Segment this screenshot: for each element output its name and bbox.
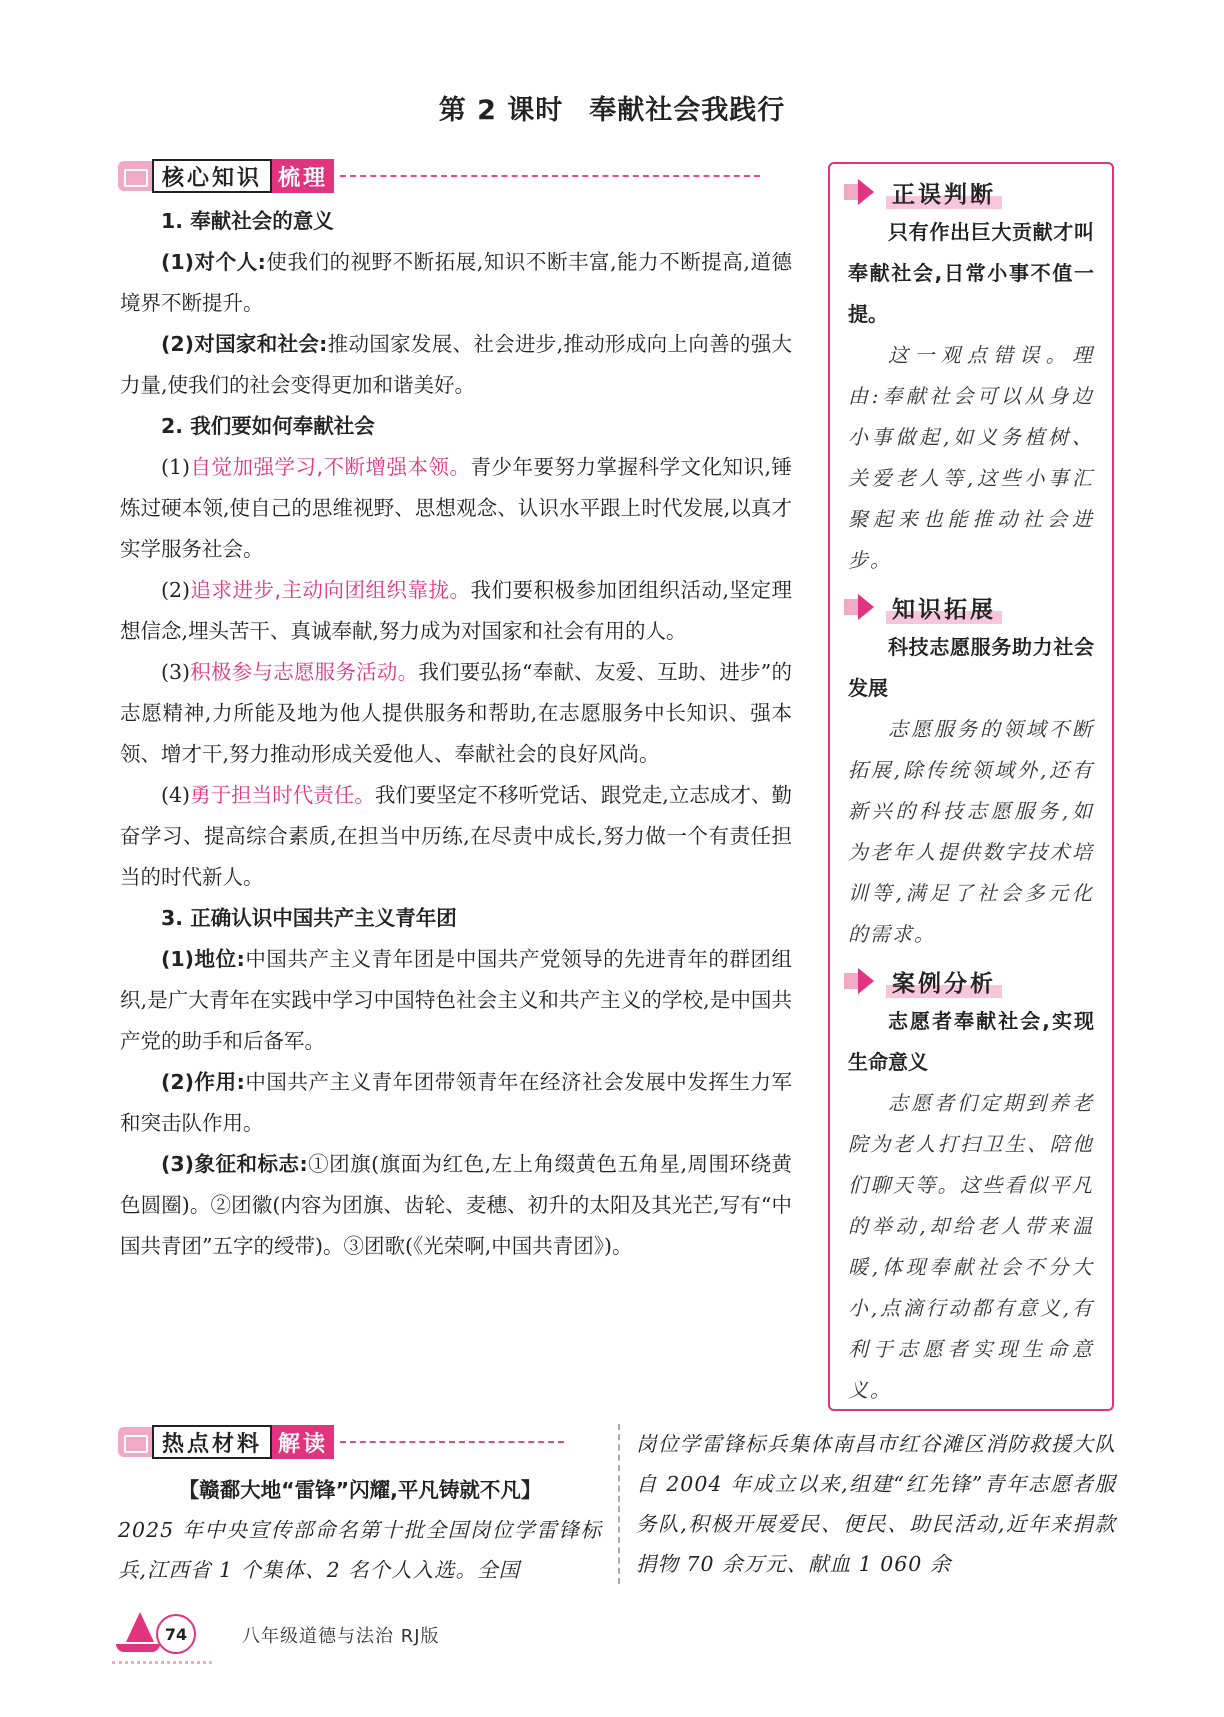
sidebar-box (828, 162, 1114, 1411)
page-title (0, 88, 1224, 127)
arrow-right-icon (844, 179, 876, 205)
page-number: 74 (156, 1614, 196, 1654)
highlight-text: 勇于担当时代责任。 (190, 783, 375, 807)
section-label-a: 核心知识 (152, 159, 272, 193)
material-headline: 【赣鄱大地“雷锋”闪耀,平凡铸就不凡】 (178, 1478, 542, 1502)
material-text-right: 岗位学雷锋标兵集体南昌市红谷滩区消防救援大队自 2004 年成立以来,组建“红先锋”青年志愿者服务队,积极开展爱民、便民、助民活动,近年来捐款捐物 70 余万元、献血 1 060 余 (636, 1432, 1116, 1576)
judgement-statement: 只有作出巨大贡献才叫奉献社会,日常小事不值一提。 (848, 220, 1094, 326)
books-icon (118, 1427, 152, 1457)
heading-2: 2. 我们要如何奉献社会 (161, 414, 375, 438)
sidebar-header-judgement (844, 172, 1094, 212)
extension-text: 志愿服务的领域不断拓展,除传统领域外,还有新兴的科技志愿服务,如为老年人提供数字技术培训等,满足了社会多元化的需求。 (848, 717, 1094, 946)
section-divider (340, 175, 760, 177)
material-text-left: 2025 年中央宣传部命名第十批全国岗位学雷锋标兵,江西省 1 个集体、2 名个人入选。全国 (118, 1518, 602, 1582)
paragraph: (3)象征和标志:①团旗(旗面为红色,左上角缀黄色五角星,周围环绕黄色圆圈)。②团徽(内容为团旗、齿轮、麦穗、初升的太阳及其光芒,写有“中国共青团”五字的绶带)。③团歌(《光荣啊,中国共青团》)。 (120, 1152, 792, 1258)
extension-title: 科技志愿服务助力社会发展 (848, 635, 1094, 700)
case-title: 志愿者奉献社会,实现生命意义 (848, 1009, 1094, 1074)
section-label-a: 热点材料 (152, 1425, 272, 1459)
books-icon (118, 161, 152, 191)
lesson-number: 第 2 课时 (438, 95, 564, 126)
highlight-text: 积极参与志愿服务活动。 (190, 660, 419, 684)
page-footer (112, 1608, 612, 1668)
paragraph: (1)地位:中国共产主义青年团是中国共产党领导的先进青年的群团组织,是广大青年在实践中学习中国特色社会主义和共产主义的学校,是中国共产党的助手和后备军。 (120, 947, 793, 1053)
heading-3: 3. 正确认识中国共产主义青年团 (161, 906, 457, 930)
sidebar-header-case (844, 961, 1094, 1001)
paragraph: (1)自觉加强学习,不断增强本领。青少年要努力掌握科学文化知识,锤炼过硬本领,使自己的思维视野、思想观念、认识水平跟上时代发展,以真才实学服务社会。 (120, 455, 793, 561)
section-divider (340, 1441, 564, 1443)
highlight-text: 自觉加强学习,不断增强本领。 (190, 455, 471, 479)
highlight-text: 追求进步,主动向团组织靠拢。 (190, 578, 471, 602)
paragraph: (2)对国家和社会:推动国家发展、社会进步,推动形成向上向善的强大力量,使我们的社会变得更加和谐美好。 (120, 332, 793, 397)
section-header-hot-material (118, 1424, 564, 1460)
paragraph: (4)勇于担当时代责任。我们要坚定不移听党话、跟党走,立志成才、勤奋学习、提高综合素质,在担当中历练,在尽责中成长,努力做一个有责任担当的时代新人。 (120, 783, 792, 889)
wave-decoration (112, 1654, 212, 1664)
book-title: 八年级道德与法治 RJ版 (242, 1626, 440, 1647)
section-label-b: 解读 (272, 1425, 334, 1459)
arrow-right-icon (844, 968, 876, 994)
judgement-answer: 这一观点错误。理由:奉献社会可以从身边小事做起,如义务植树、关爱老人等,这些小事汇聚起来也能推动社会进步。 (848, 343, 1094, 572)
column-divider (618, 1424, 620, 1584)
paragraph: (3)积极参与志愿服务活动。我们要弘扬“奉献、友爱、互助、进步”的志愿精神,力所能及地为他人提供服务和帮助,在志愿服务中长知识、强本领、增才干,努力推动形成关爱他人、奉献社会的良好风尚。 (120, 660, 792, 766)
heading-1: 1. 奉献社会的意义 (161, 209, 334, 233)
sidebar-header-extension (844, 587, 1094, 627)
section-label-b: 梳理 (272, 159, 334, 193)
section-header-core-knowledge (118, 158, 760, 194)
sidebar-title: 案例分析 (886, 965, 1002, 998)
core-knowledge-content (120, 201, 792, 1267)
hot-material-left (118, 1470, 602, 1590)
paragraph: (2)追求进步,主动向团组织靠拢。我们要积极参加团组织活动,坚定理想信念,埋头苦干、真诚奉献,努力成为对国家和社会有用的人。 (120, 578, 793, 643)
arrow-right-icon (844, 594, 876, 620)
sidebar-title: 知识拓展 (886, 591, 1002, 624)
lesson-name: 奉献社会我践行 (589, 95, 786, 126)
paragraph: (2)作用:中国共产主义青年团带领青年在经济社会发展中发挥生力军和突击队作用。 (120, 1070, 793, 1135)
sailboat-icon (112, 1612, 162, 1654)
case-text: 志愿者们定期到养老院为老人打扫卫生、陪他们聊天等。这些看似平凡的举动,却给老人带来温暖,体现奉献社会不分大小,点滴行动都有意义,有利于志愿者实现生命意义。 (848, 1091, 1094, 1402)
sidebar-title: 正误判断 (886, 176, 1002, 209)
paragraph: (1)对个人:使我们的视野不断拓展,知识不断丰富,能力不断提高,道德境界不断提升。 (120, 250, 792, 315)
